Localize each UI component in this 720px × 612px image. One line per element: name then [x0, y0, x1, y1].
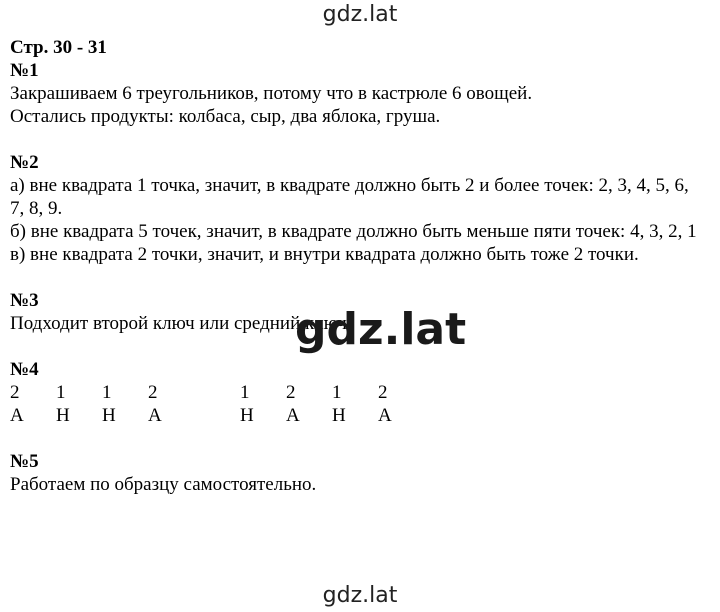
task-1-line: Закрашиваем 6 треугольников, потому что в кастрюле 6 овощей.	[10, 83, 533, 104]
pattern-letter: Н	[56, 405, 70, 426]
watermark-top: gdz.lat	[322, 2, 398, 27]
task-5-number: №5	[10, 451, 39, 472]
task-1-number: №1	[10, 60, 39, 81]
task-2-item-a: а) вне квадрата 1 точка, значит, в квадрате должно быть 2 и более точек: 2, 3, 4, 5, 6, 7, 8, 9.	[10, 175, 689, 219]
task-1-line: Остались продукты: колбаса, сыр, два яблока, груша.	[10, 106, 441, 127]
pattern-number: 1	[56, 382, 66, 403]
pattern-letter: А	[378, 405, 392, 426]
pattern-letter: Н	[332, 405, 346, 426]
pattern-letter: А	[286, 405, 300, 426]
task-5-line: Работаем по образцу самостоятельно.	[10, 474, 317, 495]
watermark-center: gdz.lat	[295, 304, 467, 355]
pattern-number: 1	[102, 382, 112, 403]
pattern-letter: А	[148, 405, 162, 426]
task-3-number: №3	[10, 290, 39, 311]
solution-document	[10, 36, 700, 496]
pattern-number: 1	[240, 382, 250, 403]
task-2-item-b: б) вне квадрата 5 точек, значит, в квадрате должно быть меньше пяти точек: 4, 3, 2, 1	[10, 221, 697, 242]
pattern-number: 2	[10, 382, 20, 403]
pattern-number: 2	[378, 382, 388, 403]
pattern-numbers-row	[10, 381, 700, 404]
task-3-line: Подходит второй ключ или средний ключ.	[10, 313, 352, 334]
pattern-letter: А	[10, 405, 24, 426]
watermark-bottom: gdz.lat	[322, 583, 398, 608]
task-2-item-c: в) вне квадрата 2 точки, значит, и внутри квадрата должно быть тоже 2 точки.	[10, 244, 639, 265]
page-reference: Стр. 30 - 31	[10, 37, 107, 58]
pattern-letters-row	[10, 404, 700, 427]
pattern-number: 2	[148, 382, 158, 403]
pattern-letter: Н	[102, 405, 116, 426]
pattern-number: 1	[332, 382, 342, 403]
pattern-letter: Н	[240, 405, 254, 426]
task-4-number: №4	[10, 359, 39, 380]
task-2-number: №2	[10, 152, 39, 173]
pattern-number: 2	[286, 382, 296, 403]
